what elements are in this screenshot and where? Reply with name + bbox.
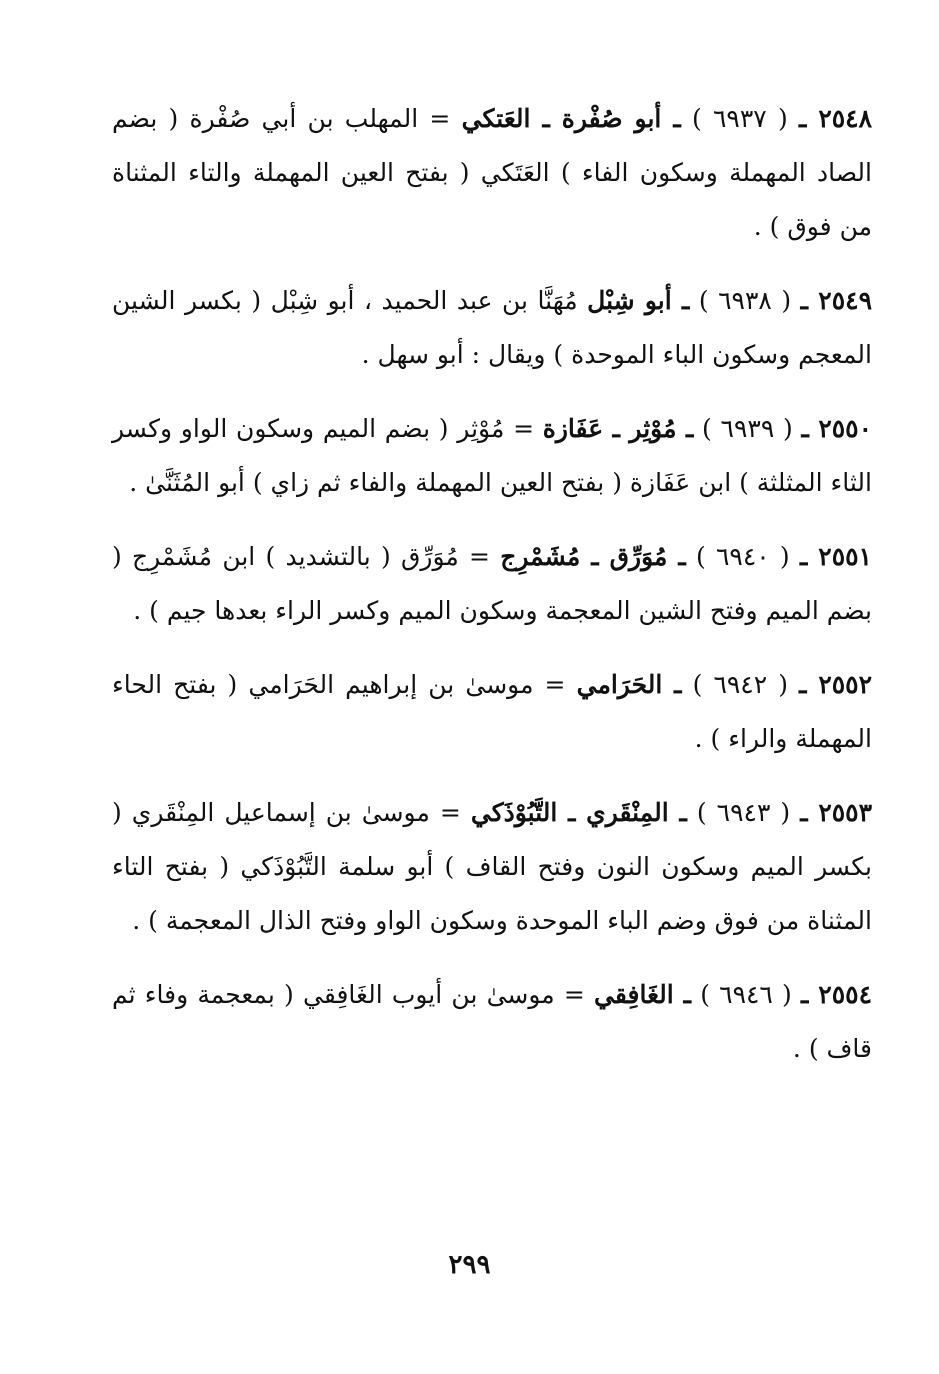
entry-2549 bbox=[112, 274, 872, 382]
entry-text: = موسىٰ بن أيوب الغَافِقي ( بمعجمة وفاء ثم قاف ) . bbox=[112, 980, 872, 1063]
entry-reference: ( ٦٩٤٣ ) bbox=[696, 798, 791, 827]
entry-2554 bbox=[112, 968, 872, 1076]
entry-headword: ـ الغَافِقي bbox=[594, 980, 691, 1009]
entry-reference: ( ٦٩٣٩ ) bbox=[702, 414, 793, 443]
page-number: ٢٩٩ bbox=[448, 1250, 491, 1280]
entry-number: ٢٥٥٤ ـ bbox=[801, 980, 873, 1009]
entry-headword: ـ المِنْقَري ـ التَّبُوْذَكي bbox=[470, 798, 687, 827]
entry-number: ٢٥٥٢ ـ bbox=[799, 670, 873, 699]
entry-reference: ( ٦٩٤٦ ) bbox=[700, 980, 792, 1009]
entry-text: = موسىٰ بن إبراهيم الحَرَامي ( بفتح الحاء المهملة والراء ) . bbox=[112, 670, 872, 753]
entry-text: = مُوَرِّق ( بالتشديد ) ابن مُشَمْرِج ( بضم الميم وفتح الشين المعجمة وسكون الميم وكسر الراء بعدها جيم ) . bbox=[112, 542, 872, 625]
entry-headword: ـ مُوَرِّق ـ مُشَمْرِج bbox=[500, 542, 686, 571]
entry-headword: ـ أبو شِبْل bbox=[587, 286, 690, 315]
entry-2550 bbox=[112, 402, 872, 510]
entry-headword: ـ أبو صُفْرة ـ العَتكي bbox=[461, 104, 681, 133]
entry-number: ٢٥٥١ ـ bbox=[799, 542, 872, 571]
entry-reference: ( ٦٩٤٠ ) bbox=[695, 542, 790, 571]
entry-text: = مُوْثِر ( بضم الميم وسكون الواو وكسر الثاء المثلثة ) ابن عَفَازة ( بفتح العين المهملة والفاء ثم زاي ) أبو المُثَنَّىٰ . bbox=[112, 414, 872, 497]
entry-number: ٢٥٤٩ ـ bbox=[800, 286, 873, 315]
page-body bbox=[112, 92, 872, 1096]
entry-2553 bbox=[112, 786, 872, 948]
entry-number: ٢٥٥٣ ـ bbox=[800, 798, 873, 827]
entry-2551 bbox=[112, 530, 872, 638]
entry-reference: ( ٦٩٣٨ ) bbox=[698, 286, 792, 315]
entry-text: = موسىٰ بن إسماعيل المِنْقَري ( بكسر الميم وسكون النون وفتح القاف ) أبو سلمة التَّبُوْذَكي ( بفتح التاء المثناة من فوق وضم الباء الموحدة وسكون الواو وفتح الذال المعجمة ) . bbox=[112, 798, 872, 935]
entry-headword: ـ مُوْثِر ـ عَفَازة bbox=[542, 414, 694, 443]
entry-number: ٢٥٤٨ ـ bbox=[798, 104, 873, 133]
entry-reference: ( ٦٩٣٧ ) bbox=[691, 104, 788, 133]
entry-2552 bbox=[112, 658, 872, 766]
entry-reference: ( ٦٩٤٢ ) bbox=[692, 670, 789, 699]
entry-2548 bbox=[112, 92, 872, 254]
entry-text: = المهلب بن أبي صُفْرة ( بضم الصاد المهملة وسكون الفاء ) العَتَكي ( بفتح العين المهملة والتاء المثناة من فوق ) . bbox=[112, 104, 872, 241]
entry-text: مُهَنَّا بن عبد الحميد ، أبو شِبْل ( بكسر الشين المعجم وسكون الباء الموحدة ) ويقال : أبو سهل . bbox=[112, 286, 872, 369]
entry-number: ٢٥٥٠ ـ bbox=[801, 414, 873, 443]
entry-headword: ـ الحَرَامي bbox=[576, 670, 682, 699]
